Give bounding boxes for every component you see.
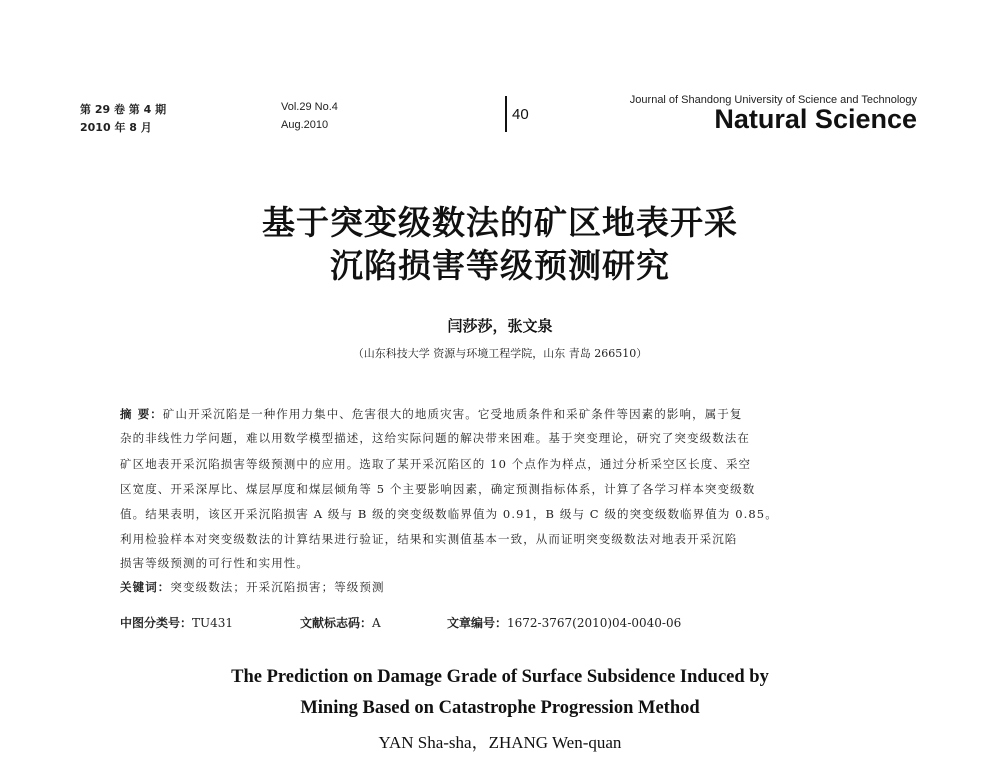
journal-series: Natural Science [714, 104, 917, 134]
cn-date: 2010 年 8 月 [80, 121, 152, 134]
en-date: Aug.2010 [281, 119, 329, 131]
en-volume: Vol.29 No.4 [281, 101, 338, 113]
journal-name: Journal of Shandong University of Science and Technology [629, 94, 917, 106]
cn-volume: 第 29 卷 第 4 期 [80, 103, 167, 116]
title-cn-line2: 沉陷损害等级预测研究 [330, 246, 670, 285]
abstract-line-1 [120, 406, 743, 422]
clc-field [120, 614, 233, 631]
abstract-line-7: 损害等级预测的可行性和实用性。 [120, 556, 309, 570]
clc-value: TU431 [192, 616, 234, 630]
abstract-label: 摘 要： [120, 407, 163, 421]
clc-label: 中图分类号： [120, 616, 193, 630]
affiliation-cn: （山东科技大学 资源与环境工程学院，山东 青岛 266510） [352, 347, 648, 360]
authors-en: YAN Sha-sha，ZHANG Wen-quan [378, 733, 622, 752]
title-en-line1: The Prediction on Damage Grade of Surface Subsidence Induced by [231, 667, 769, 687]
doc-code-value: A [372, 616, 381, 630]
keywords-text: 突变级数法；开采沉陷损害；等级预测 [170, 580, 385, 594]
authors-cn: 闫莎莎，张文泉 [447, 317, 553, 335]
title-en-line2: Mining Based on Catastrophe Progression Method [300, 698, 700, 718]
title-cn-line1: 基于突变级数法的矿区地表开采 [262, 203, 738, 242]
keywords-line [120, 579, 385, 595]
abstract-text-1: 矿山开采沉陷是一种作用力集中、危害很大的地质灾害。它受地质条件和采矿条件等因素的影响，属于复 [162, 407, 743, 421]
article-no-field [447, 614, 681, 631]
abstract-line-2: 杂的非线性力学问题，难以用数学模型描述，这给实际问题的解决带来困难。基于突变理论，研究了突变级数法在 [120, 431, 750, 445]
abstract-line-5: 值。结果表明，该区开采沉陷损害 A 级与 B 级的突变级数临界值为 0.91，B 级与 C 级的突变级数临界值为 0.85。 [120, 507, 778, 521]
abstract-line-3: 矿区地表开采沉陷损害等级预测中的应用。选取了某开采沉陷区的 10 个点作为样点，通过分析采空区长度、采空 [120, 457, 752, 471]
abstract-line-6: 利用检验样本对突变级数法的计算结果进行验证，结果和实测值基本一致，从而证明突变级数法对地表开采沉陷 [120, 532, 738, 546]
doc-code-label: 文献标志码： [300, 616, 373, 630]
article-no-label: 文章编号： [447, 616, 508, 630]
keywords-label: 关键词： [120, 580, 171, 594]
doc-code-field [300, 614, 381, 631]
abstract-line-4: 区宽度、开采深厚比、煤层厚度和煤层倾角等 5 个主要影响因素，确定预测指标体系，计算了各学习样本突变级数 [120, 482, 756, 496]
header-divider [505, 96, 507, 132]
article-no-value: 1672-3767(2010)04-0040-06 [507, 616, 682, 630]
page-number: 40 [512, 106, 529, 123]
